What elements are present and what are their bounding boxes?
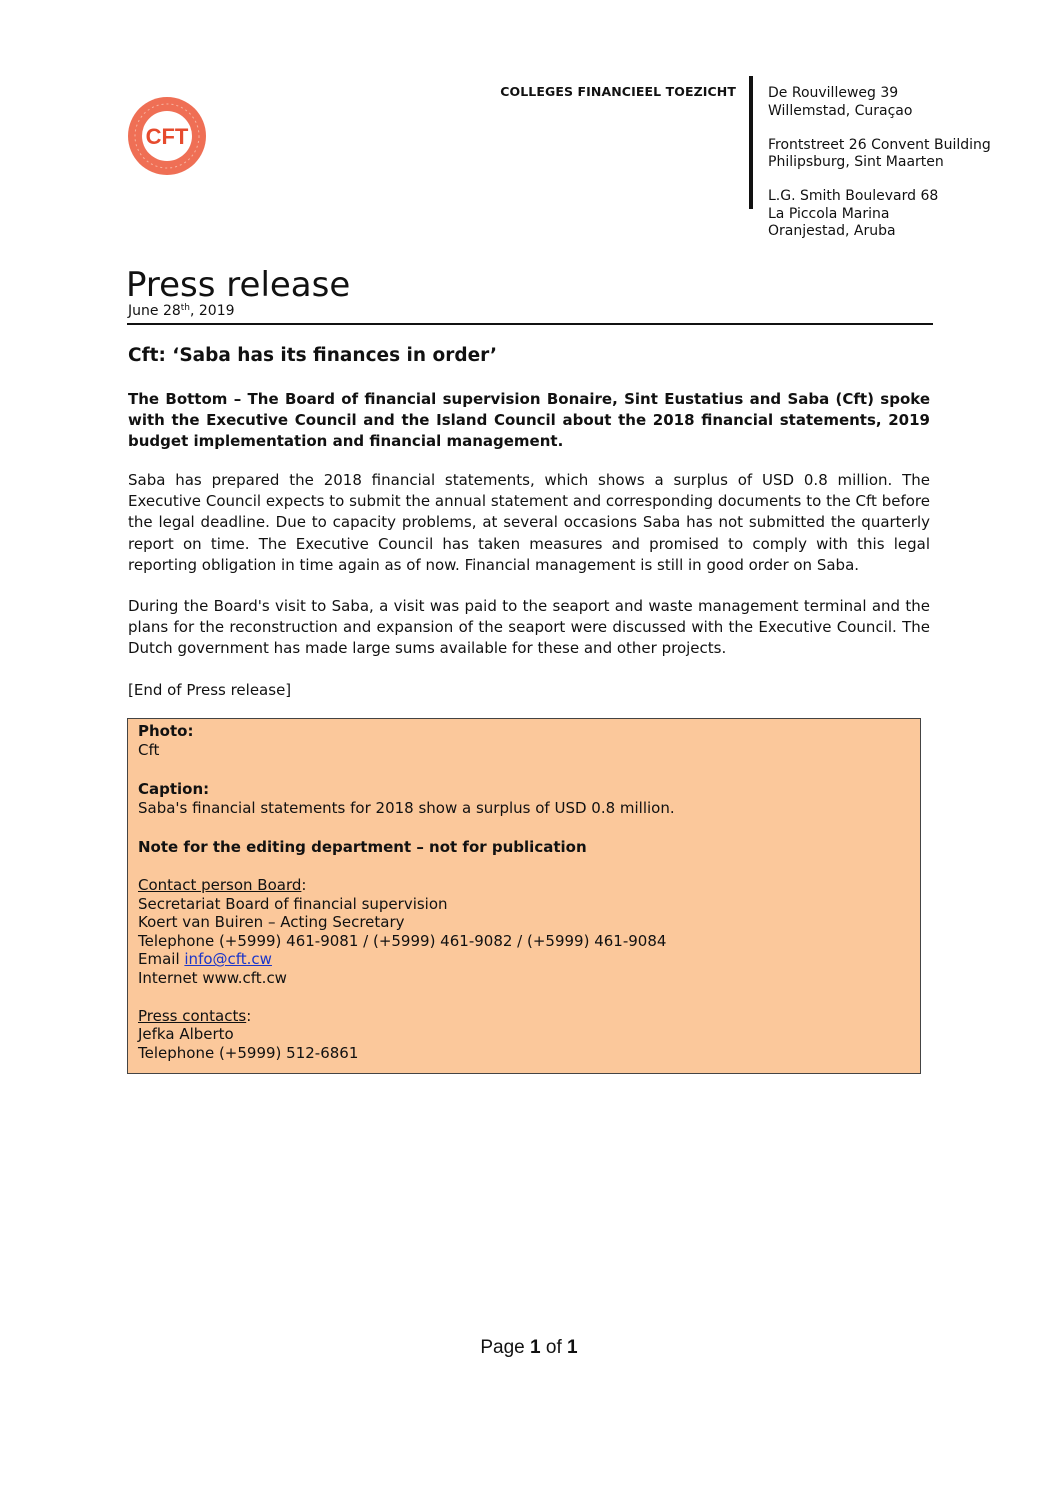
- colon: :: [246, 1006, 252, 1025]
- press-heading: [138, 1007, 910, 1026]
- date-year: , 2019: [190, 303, 235, 319]
- cft-logo-icon: [126, 95, 208, 177]
- page-footer: [0, 1337, 1058, 1359]
- caption-value: Saba's financial statements for 2018 show a surplus of USD 0.8 million.: [138, 798, 675, 817]
- email-row: [138, 950, 910, 969]
- release-date: [128, 303, 235, 319]
- headline: Cft: ‘Saba has its finances in order’: [128, 345, 498, 366]
- date-text: June 28: [128, 303, 181, 319]
- page-number: 1: [530, 1337, 541, 1358]
- contact-line: Telephone (+5999) 461-9081 / (+5999) 461-9082 / (+5999) 461-9084: [138, 931, 667, 950]
- header-divider: [749, 76, 753, 209]
- page-word: Page: [480, 1337, 525, 1358]
- editor-info-box: [127, 718, 921, 1074]
- address-line: Philipsburg, Sint Maarten: [768, 154, 944, 170]
- address-list: [768, 85, 1048, 257]
- body-paragraph: During the Board's visit to Saba, a visit was paid to the seaport and waste management terminal and the plans for the reconstruction and expansion of the seaport were discussed with the Executive Council. The Dutch government has made large sums available for these and other projects.: [128, 597, 930, 658]
- address-aruba: [768, 188, 1048, 241]
- body-paragraph: Saba has prepared the 2018 financial statements, which shows a surplus of USD 0.8 million. The Executive Council expects to submit the annual statement and corresponding documents to the Cft before the legal deadline. Due to capacity problems, at several occasions Saba has not submitted the quarterly report on time. The Executive Council has taken measures and promised to comply with this legal reporting obligation in time again as of now. Financial management is still in good order on Saba.: [128, 471, 930, 574]
- svg-text:CFT: CFT: [145, 124, 189, 149]
- press-contacts-label: Press contacts: [138, 1006, 247, 1025]
- address-line: De Rouvilleweg 39: [768, 85, 899, 101]
- title-divider: [127, 323, 933, 325]
- caption-label: Caption:: [138, 780, 210, 799]
- contact-heading: [138, 876, 910, 895]
- email-link[interactable]: info@cft.cw: [184, 950, 272, 969]
- address-line: Frontstreet 26 Convent Building: [768, 136, 991, 153]
- press-contact-line: Telephone (+5999) 512-6861: [138, 1043, 359, 1062]
- address-line: Willemstad, Curaçao: [768, 102, 913, 119]
- internet-line: Internet www.cft.cw: [138, 968, 287, 987]
- date-suffix: th: [180, 303, 190, 313]
- photo-label: Photo:: [138, 722, 194, 740]
- email-label: Email: [138, 950, 185, 969]
- address-line: Oranjestad, Aruba: [768, 223, 896, 239]
- page-title: Press release: [126, 265, 351, 305]
- address-curacao: [768, 85, 1048, 120]
- editor-note: Note for the editing department – not for publication: [138, 838, 587, 857]
- contact-line: Koert van Buiren – Acting Secretary: [138, 913, 405, 932]
- press-contact-line: Jefka Alberto: [138, 1025, 234, 1044]
- address-line: L.G. Smith Boulevard 68: [768, 188, 939, 204]
- contact-label: Contact person Board: [138, 875, 302, 894]
- page-total: 1: [567, 1337, 578, 1358]
- of-word: of: [545, 1337, 562, 1358]
- lead-paragraph: The Bottom – The Board of financial supervision Bonaire, Sint Eustatius and Saba (Cft) spoke with the Executive Council and the Island Council about the 2018 financial statements, 2019 budget implementation and financial management.: [128, 390, 930, 451]
- org-name: COLLEGES FINANCIEEL TOEZICHT: [500, 84, 736, 99]
- address-line: La Piccola Marina: [768, 205, 890, 222]
- contact-line: Secretariat Board of financial supervision: [138, 894, 448, 913]
- photo-value: Cft: [138, 740, 160, 759]
- colon: :: [301, 875, 307, 894]
- end-note: [End of Press release]: [128, 681, 292, 699]
- address-sint-maarten: [768, 137, 1048, 172]
